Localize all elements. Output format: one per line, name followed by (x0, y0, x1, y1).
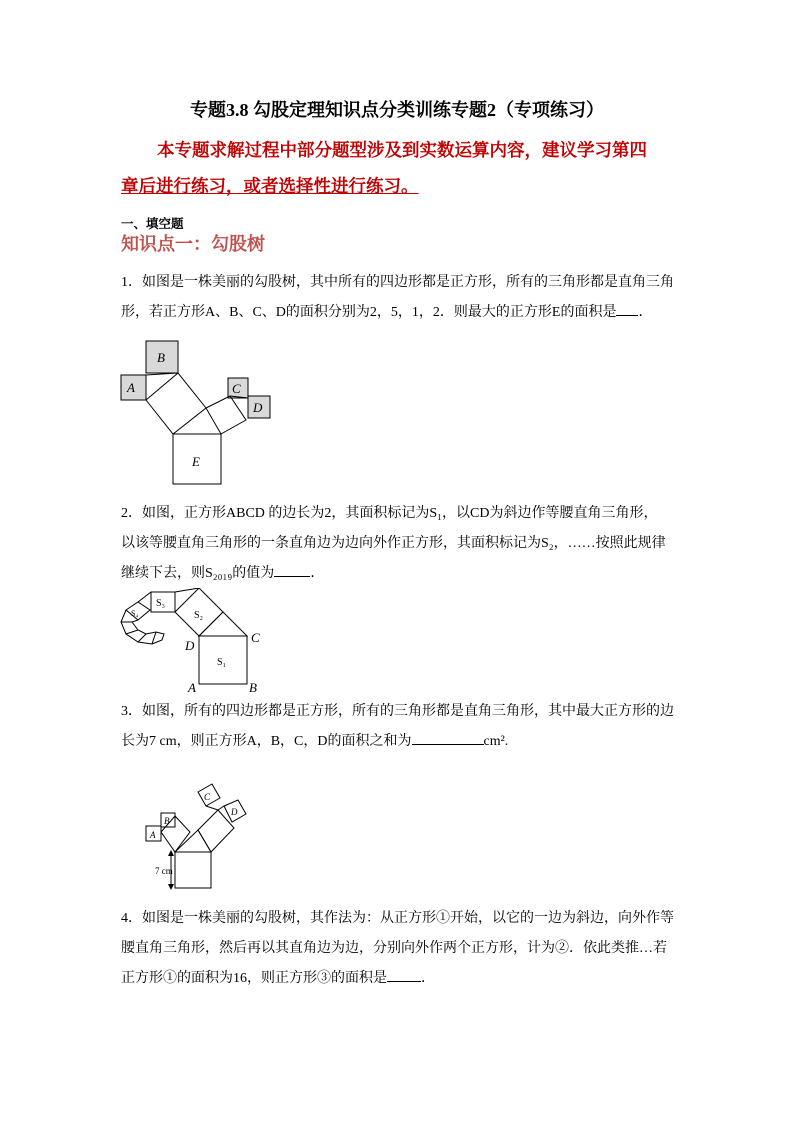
fig3-label-length: 7 cm (155, 866, 173, 876)
notice-line-2-text: 章后进行练习，或者选择性进行练习。 (121, 176, 419, 196)
question-1-line-2 (121, 298, 681, 328)
question-2-end: ． (310, 566, 325, 581)
arrow-up-icon (168, 850, 174, 856)
fig2-label-s4: S₄ (131, 609, 139, 618)
figure-2-square-spiral (116, 588, 272, 698)
fig3-label-c: C (204, 792, 211, 802)
question-1-line-1: 1．如图是一株美丽的勾股树，其中所有的四边形都是正方形，所有的三角形都是直角三角 (121, 275, 674, 290)
answer-blank[interactable] (387, 967, 421, 982)
fig3-label-d: D (231, 807, 238, 817)
knowledge-point-heading: 知识点一：勾股树 (121, 234, 265, 255)
square-right-mid (206, 396, 246, 434)
question-4-text: 正方形①的面积为16，则正方形③的面积是 (121, 971, 387, 986)
question-4 (121, 904, 681, 994)
square-left-mid (146, 373, 206, 434)
question-2-text: 继续下去，则S₂₀₁₉的值为 (121, 566, 275, 581)
largest-square (175, 852, 211, 888)
fig2-label-c: C (251, 630, 260, 645)
question-3-line-1: 3．如图，所有的四边形都是正方形，所有的三角形都是直角三角形，其中最大正方形的边 (121, 704, 674, 719)
triangle (199, 612, 247, 636)
fig2-label-s3: S₃ (156, 598, 166, 609)
question-4-line-3 (121, 964, 681, 994)
answer-blank[interactable] (274, 562, 310, 577)
section-heading: 一、填空题 (121, 217, 184, 231)
answer-blank[interactable] (412, 730, 484, 745)
page-title: 专题3.8 勾股定理知识点分类训练专题2（专项练习） (190, 100, 604, 120)
question-3 (121, 697, 681, 757)
question-2-line-3 (121, 559, 681, 589)
question-2 (121, 499, 681, 589)
fig2-label-s1: S₁ (217, 657, 227, 668)
fig1-label-a: A (127, 380, 135, 395)
question-3-text: 长为7 cm，则正方形A，B，C，D的面积之和为 (121, 734, 412, 749)
figure-3-pythagoras-tree (138, 780, 258, 892)
fig1-label-e: E (192, 454, 200, 469)
spiral-small-squares (121, 610, 164, 644)
notice-line-1: 本专题求解过程中部分题型涉及到实数运算内容，建议学习第四 (157, 140, 647, 160)
question-1-end: ． (638, 305, 653, 320)
fig2-label-b: B (249, 680, 257, 695)
fig2-label-a: A (188, 680, 196, 695)
edge (218, 806, 224, 810)
fig2-label-d: D (185, 638, 195, 653)
question-2-line-2: 以该等腰直角三角形的一条直角边为边向外作正方形，其面积标记为S₂，……按照此规律 (121, 536, 666, 551)
notice-line-2 (121, 168, 419, 204)
answer-blank[interactable] (616, 301, 638, 316)
fig3-label-b: B (164, 816, 170, 826)
edge (206, 806, 218, 810)
question-2-line-1: 2．如图，正方形ABCD 的边长为2，其面积标记为S₁，以CD为斜边作等腰直角三角形， (121, 506, 658, 521)
figure-1-pythagoras-tree (118, 338, 278, 490)
fig1-label-d: D (253, 400, 263, 415)
question-1 (121, 268, 681, 328)
question-4-end: ． (421, 971, 435, 986)
question-1-text: 形，若正方形A、B、C、D的面积分别为2，5，1，2．则最大的正方形E的面积是 (121, 305, 617, 320)
question-4-line-1: 4．如图是一株美丽的勾股树，其作法为：从正方形①开始，以它的一边为斜边，向外作等 (121, 911, 674, 926)
fig2-label-s2: S₂ (194, 610, 204, 621)
edge (138, 592, 151, 602)
fig1-label-c: C (232, 381, 241, 396)
triangle-base (175, 830, 211, 852)
question-3-line-2 (121, 727, 681, 757)
arrow-down-icon (168, 884, 174, 890)
question-4-line-2: 腰直角三角形，然后再以其直角边为边，分别向外作两个正方形，计为②．依此类推…若 (121, 941, 667, 956)
fig3-label-a: A (150, 830, 156, 840)
question-3-unit: cm². (483, 734, 509, 749)
fig1-label-b: B (157, 350, 165, 365)
